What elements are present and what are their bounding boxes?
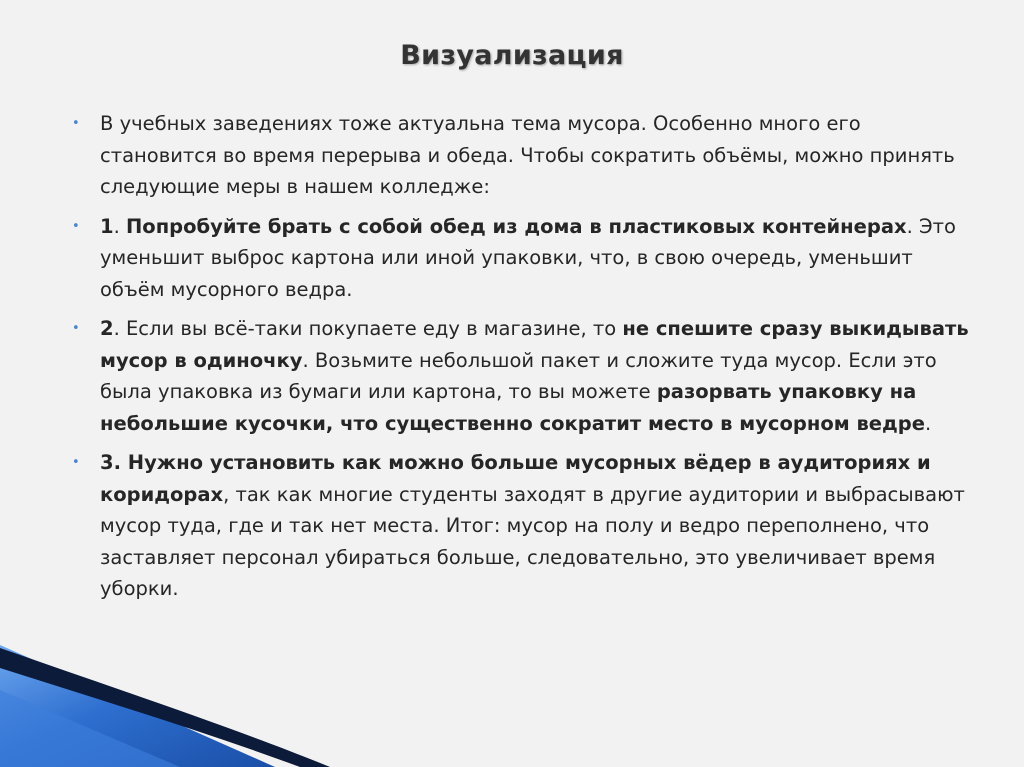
item-number: 1: [100, 214, 114, 238]
item-text: . Это уменьшит выброс картона или иной упаковки, что, в свою очередь, уменьшит объём мусорного ведра.: [100, 214, 956, 301]
bullet-icon: •: [72, 116, 80, 131]
item-bold-text: не спешите сразу выкидывать мусор в одиночку: [100, 317, 969, 372]
item-text: .: [924, 411, 932, 435]
slide-title: Визуализация: [400, 40, 624, 71]
bullet-list: [72, 108, 972, 613]
bullet-item-2: [72, 313, 972, 439]
item-bold-text: разорвать упаковку на небольшие кусочки, что существенно сократит место в мусорном ведре: [100, 380, 925, 435]
bullet-icon: •: [72, 218, 80, 234]
item-bold-text: 3. Нужно установить как можно больше мусорных вёдер в аудиториях и коридорах: [100, 451, 931, 506]
bullet-item-1: [72, 211, 972, 306]
intro-text: В учебных заведениях тоже актуальна тема мусора. Особенно много его становится во время перерыва и обеда. Чтобы сократить объёмы, можно принять следующие меры в нашем колледже:: [100, 112, 955, 198]
item-text: . Если вы всё-таки покупаете еду в магазине, то: [113, 317, 623, 340]
item-bold-text: Попробуйте брать с собой обед из дома в пластиковых контейнерах: [125, 214, 907, 238]
item-text: . Возьмите небольшой пакет и сложите туда мусор. Если это была упаковка из бумаги или картона, то вы можете: [100, 348, 937, 403]
bullet-item-intro: [72, 108, 972, 203]
item-text: .: [113, 214, 126, 238]
item-text: , так как многие студенты заходят в другие аудитории и выбрасывают мусор туда, где и так нет места. Итог: мусор на полу и ведро переполнено, что заставляет персонал убираться больше, следовательно, это увеличивает время уборки.: [100, 482, 965, 600]
bullet-icon: •: [72, 321, 80, 336]
item-number: 2: [100, 317, 114, 340]
bullet-item-3: [72, 447, 972, 605]
bullet-icon: •: [72, 455, 80, 470]
